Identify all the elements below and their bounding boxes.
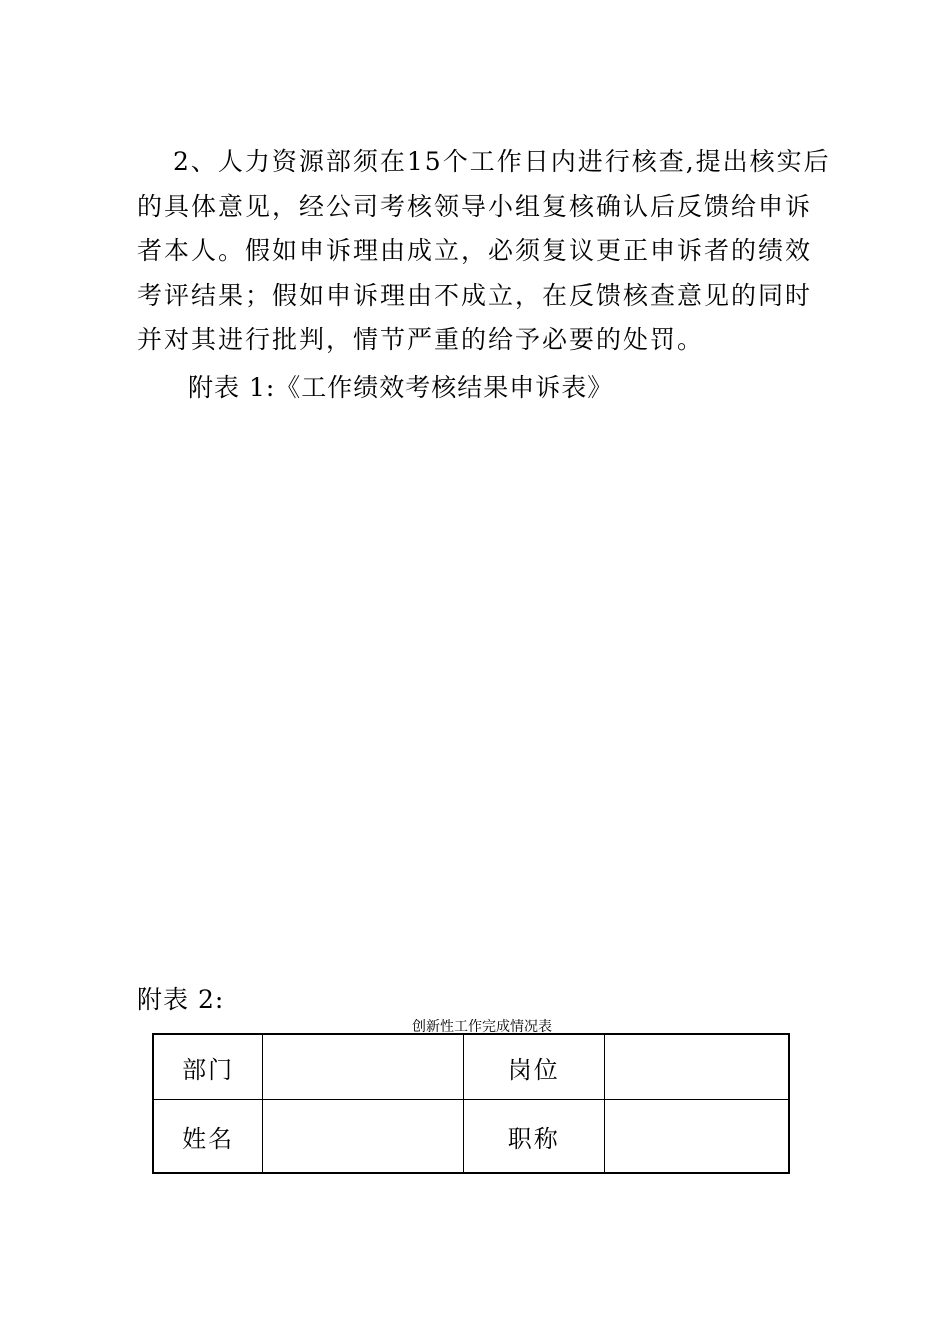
table-row [153, 1100, 789, 1174]
position-label: 岗位 [463, 1034, 605, 1100]
name-field[interactable] [263, 1100, 463, 1174]
name-label: 姓名 [153, 1100, 263, 1174]
info-table [152, 1033, 790, 1174]
title-rank-field[interactable] [605, 1100, 789, 1174]
appendix-2-label: 附表 2: [137, 985, 225, 1014]
title-rank-label: 职称 [463, 1100, 605, 1174]
body-paragraph: 2、人力资源部须在15个工作日内进行核查,提出核实后的具体意见，经公司考核领导小组复核确认后反馈给申诉者本人。假如申诉理由成立，必须复议更正申诉者的绩效考评结果；假如申诉理由不成立，在反馈核查意见的同时并对其进行批判，情节严重的给予必要的处罚。 [137, 147, 831, 354]
position-field[interactable] [605, 1034, 789, 1100]
department-label: 部门 [153, 1034, 263, 1100]
department-field[interactable] [263, 1034, 463, 1100]
table-row [153, 1034, 789, 1100]
appendix-1-reference: 附表 1:《工作绩效考核结果申诉表》 [188, 373, 614, 402]
form-title: 创新性工作完成情况表 [412, 1019, 552, 1035]
